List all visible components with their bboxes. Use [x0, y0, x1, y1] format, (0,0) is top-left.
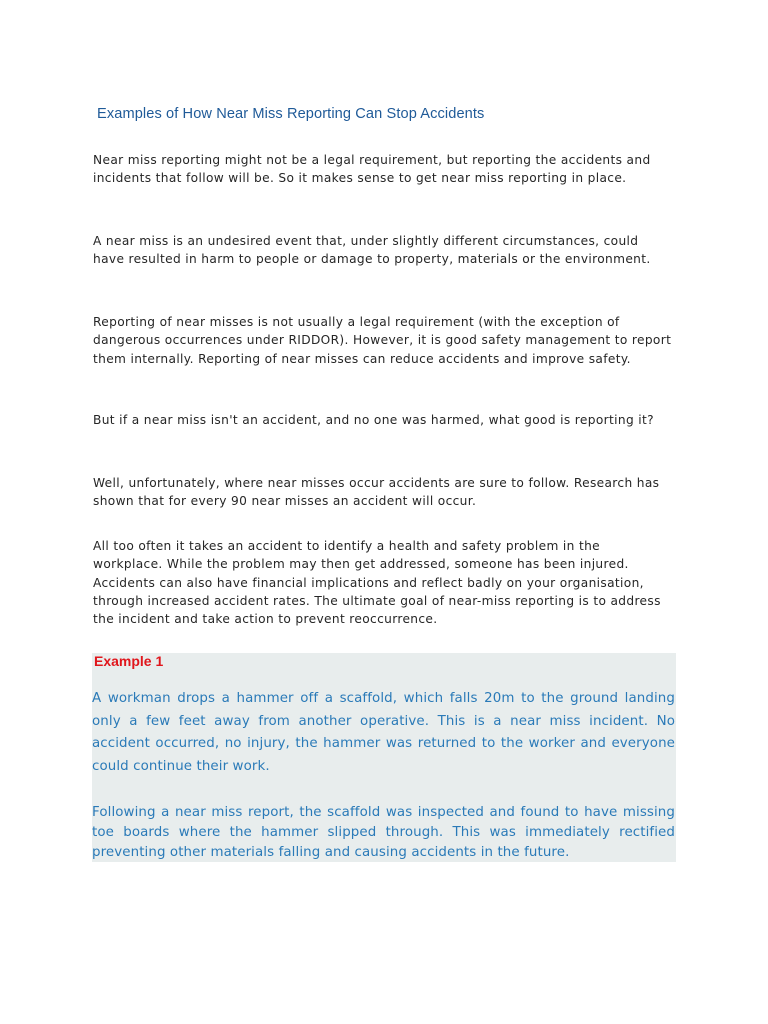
example-incident-paragraph: A workman drops a hammer off a scaffold, which falls 20m to the ground landing only a few feet away from another operative. This is a near miss incident. No accident occurred, no injury, the hammer was returned to the worker and everyone could continue their work.: [92, 691, 675, 774]
goal-paragraph: All too often it takes an accident to identify a health and safety problem in the workplace. While the problem may then get addressed, someone has been injured. Accidents can also have financial implications and reflect badly on your organisation, through increased accident rates. The ultimate goal of near-miss reporting is to address the incident and take action to prevent reoccurrence.: [93, 539, 661, 627]
example-box: [92, 653, 676, 862]
intro-paragraph: Near miss reporting might not be a legal requirement, but reporting the accidents and incidents that follow will be. So it makes sense to get near miss reporting in place.: [93, 153, 651, 186]
question-paragraph: But if a near miss isn't an accident, and no one was harmed, what good is reporting it?: [93, 413, 654, 427]
example-heading: Example 1: [94, 653, 164, 669]
example-outcome-paragraph: Following a near miss report, the scaffold was inspected and found to have missing toe boards where the hammer slipped through. This was immediately rectified preventing other materials falling and causing accidents in the future.: [92, 805, 675, 860]
page-title: Examples of How Near Miss Reporting Can Stop Accidents: [97, 106, 485, 122]
statistics-paragraph: Well, unfortunately, where near misses occur accidents are sure to follow. Research has shown that for every 90 near misses an accident will occur.: [93, 476, 660, 509]
definition-paragraph: A near miss is an undesired event that, under slightly different circumstances, could have resulted in harm to people or damage to property, materials or the environment.: [93, 234, 651, 267]
legal-requirement-paragraph: Reporting of near misses is not usually a legal requirement (with the exception of dangerous occurrences under RIDDOR). However, it is good safety management to report them internally. Reporting of near misses can reduce accidents and improve safety.: [93, 315, 672, 366]
